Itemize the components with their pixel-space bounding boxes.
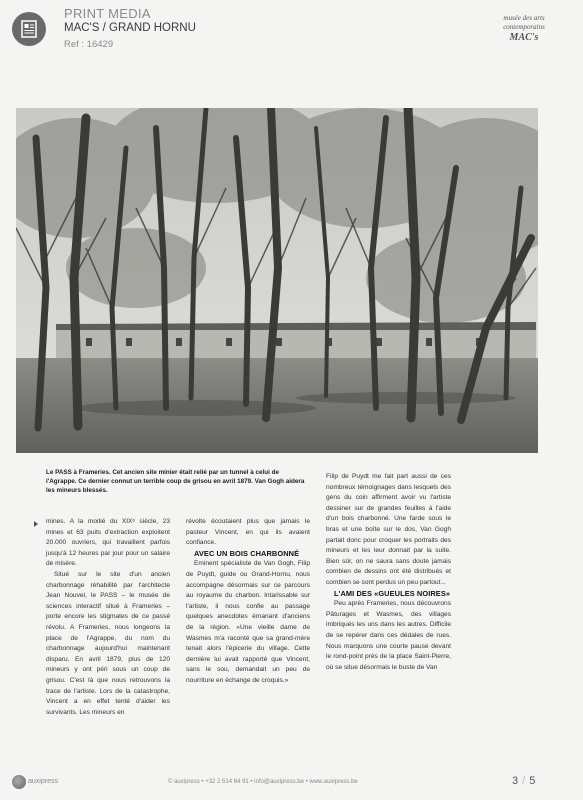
paragraph: Filip de Puydt me fait part aussi de ces nombreux témoignages dans lesquels des gens du coin affirment avoir vu l'artiste dessiner sur de grandes feuilles à l'aide d'un bois charbonné. Une farde sous le bras et une boîte sur le dos, Van Gogh partait donc pour croquer les portraits des mineurs et les leur donnait par la suite. Bien sûr, on ne saura sans doute jamais combien de dessins ont été distribués et combien se sont perdus un peu partout... — [326, 473, 451, 586]
footer-contact: © auxipress • +32 2 514 64 91 • info@auxipress.be • www.auxipress.be — [168, 779, 358, 785]
paragraph: Situé sur le site d'un ancien charbonnage réhabilité par l'architecte Jean Nouvel, le PASS – le musée de sciences interactif situé à Frameries – porte encore les stigmates de ce passé révolu. A Frameries, nous longeons la place de l'Agrappe, du nom du charbonnage aujourd'hui maintenant disparu. En avril 1879, plus de 120 mineurs y ont péri sous un coup de grisou. C'est là que nous retrouvons la trace de l'artiste. Lors de la catastrophe, Vincent a en effet tenté d'aider les survivants. Les mineurs en — [46, 570, 170, 716]
section-heading: L'AMI DES «GUEULES NOIRES» — [334, 588, 451, 598]
page-separator: / — [522, 775, 526, 787]
paragraph: mines. A la moitié du XIXᵉ siècle, 23 mines et 63 puits d'extraction exploitent 20.000 ouvriers, qui travaillent parfois jusqu'à 12 heures par jour pour un salaire de misère. — [46, 518, 170, 568]
page-number — [512, 775, 535, 787]
reference-number: Ref : 16429 — [64, 39, 114, 50]
newspaper-icon — [12, 12, 46, 46]
bullet-marker-icon — [34, 521, 38, 527]
page-title: PRINT MEDIA — [64, 6, 151, 21]
paragraph: Peu après Frameries, nous découvrons Pâturages et Wasmes, des villages imbriqués les uns dans les autres. Difficile de se repérer dans ces dédales de rues. Nous marquons une courte pause devant le rond-point près de la place Saint-Pierre, où se situe désormais le buste de Van — [326, 600, 451, 671]
masthead-brand: MAC's — [509, 32, 539, 43]
article-column-3 — [326, 472, 451, 673]
auxipress-logo-icon — [12, 775, 26, 789]
current-page: 3 — [512, 775, 519, 787]
masthead-line-2: contemporains — [503, 23, 545, 31]
footer-brand: auxipress — [28, 778, 58, 785]
publication-masthead — [479, 14, 569, 43]
masthead-line-1: musée des arts — [503, 14, 545, 22]
page-subtitle: MAC'S / GRAND HORNU — [64, 22, 196, 34]
article-photo — [16, 108, 538, 453]
paragraph: révolte écoutaient plus que jamais le pasteur Vincent, en qui ils avaient confiance. — [186, 518, 310, 547]
page-footer — [0, 770, 583, 794]
total-pages: 5 — [529, 775, 536, 787]
paragraph: Eminent spécialiste de Van Gogh, Filip de Puydt, guide ou Grand-Hornu, nous accompagne désormais sur ce parcours au royaume du charbon. Intarissable sur l'artiste, il nous confie au passage quelques anecdotes émanant d'anciens de la région. «Une vieille dame de Wasmes m'a raconté que sa grand-mère tenait alors l'épicerie du village. Cette dernière lui avait rapporté que Vincent, sans le sou, demandait un peu de nourriture en échange de croquis.» — [186, 560, 310, 684]
photo-caption: Le PASS à Frameries. Cet ancien site minier était relié par un tunnel à celui de l'Agrappe. Ce dernier connut un terrible coup de grisou en avril 1879. Van Gogh aidera les mineurs blessés. — [46, 469, 305, 494]
section-heading: AVEC UN BOIS CHARBONNÉ — [194, 548, 300, 558]
article-column-2 — [186, 517, 310, 687]
article-column-1 — [46, 517, 170, 718]
